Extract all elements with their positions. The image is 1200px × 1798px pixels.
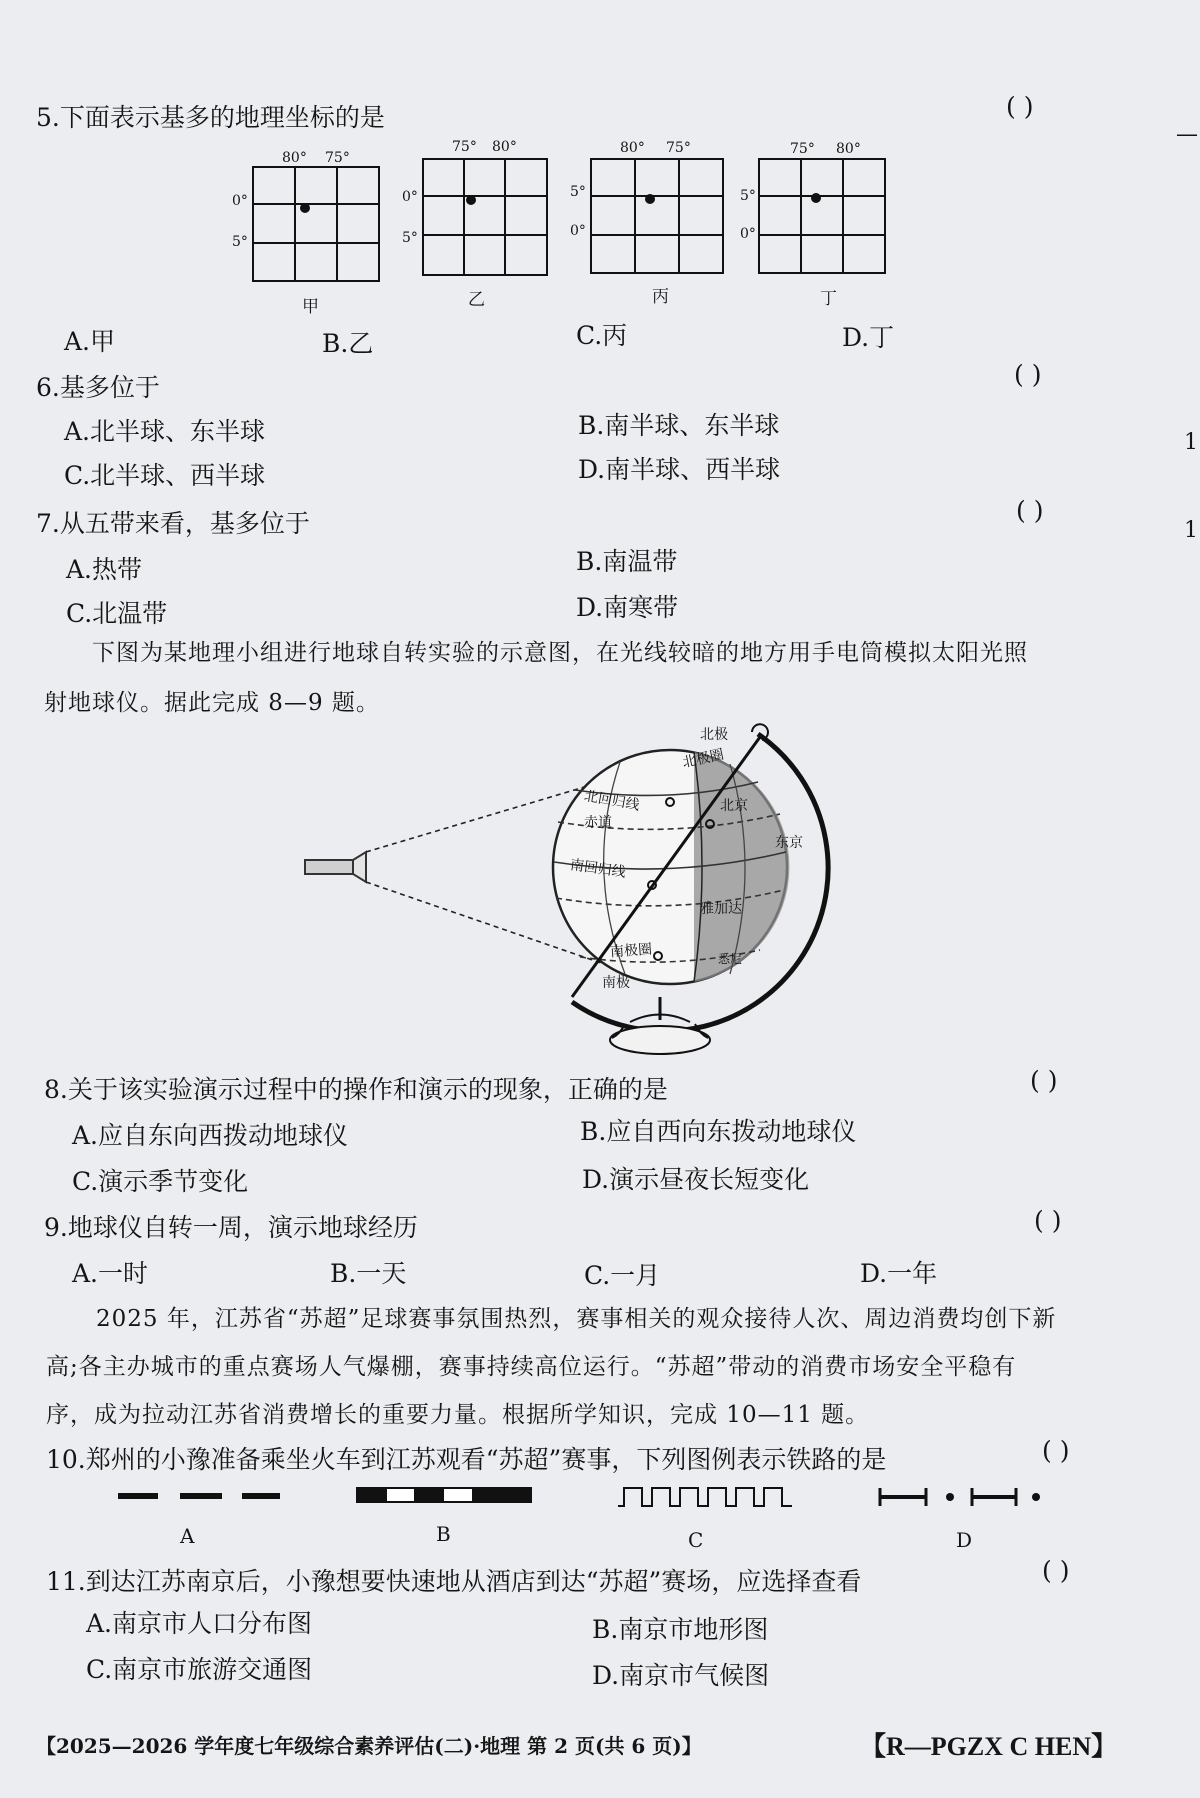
coordinate-grid — [252, 166, 380, 282]
grid-top-label: 75° — [790, 141, 815, 157]
option-a[interactable]: A — [180, 1524, 195, 1548]
option-b[interactable]: B.一天 — [330, 1259, 407, 1288]
label-tropic-cancer: 北回归线 — [582, 788, 641, 814]
legend-wall-symbol[interactable] — [618, 1484, 794, 1510]
option-b[interactable]: B.应自西向东拨动地球仪 — [580, 1117, 857, 1146]
grid-top-label: 75° — [452, 139, 477, 155]
answer-bracket[interactable]: ( ) — [1042, 1556, 1070, 1585]
grid-top-label: 80° — [282, 150, 307, 166]
coordinate-grid — [422, 158, 548, 276]
label-jakarta: 雅加达 — [700, 901, 742, 917]
grid-name: 丙 — [652, 287, 669, 307]
option-a[interactable]: A.热带 — [66, 555, 143, 584]
label-beijing: 北京 — [720, 798, 748, 814]
legend-railway-symbol[interactable] — [356, 1484, 534, 1506]
grid-left-label: 5° — [740, 188, 756, 204]
question-8-stem: 8.关于该实验演示过程中的操作和演示的现象，正确的是 — [44, 1075, 668, 1104]
answer-bracket[interactable]: ( ) — [1016, 496, 1044, 525]
grid-left-label: 0° — [740, 226, 756, 242]
margin-mark: 1 — [1184, 430, 1198, 455]
grid-top-label: 75° — [325, 150, 350, 166]
option-d[interactable]: D.丁 — [842, 323, 895, 352]
option-d[interactable]: D.一年 — [860, 1259, 938, 1288]
question-11-stem: 11.到达江苏南京后，小豫想要快速地从酒店到达“苏超”赛场，应选择查看 — [46, 1567, 862, 1596]
coordinate-grid — [758, 158, 886, 274]
passage-line: 下图为某地理小组进行地球自转实验的示意图，在光线较暗的地方用手电筒模拟太阳光照 — [92, 640, 1028, 666]
passage-line: 高;各主办城市的重点赛场人气爆棚，赛事持续高位运行。“苏超”带动的消费市场安全平稳有 — [46, 1354, 1017, 1380]
option-c[interactable]: C.南京市旅游交通图 — [86, 1655, 313, 1684]
option-b[interactable]: B.南京市地形图 — [592, 1615, 769, 1644]
flashlight-icon — [305, 852, 366, 882]
option-b[interactable]: B.南温带 — [576, 547, 678, 576]
answer-bracket[interactable]: ( ) — [1014, 360, 1042, 389]
grid-top-label: 80° — [836, 141, 861, 157]
option-a[interactable]: A.甲 — [64, 327, 116, 356]
label-equator: 赤道 — [584, 815, 612, 831]
question-9-stem: 9.地球仪自转一周，演示地球经历 — [44, 1213, 418, 1242]
location-dot — [300, 203, 310, 213]
grid-name: 乙 — [468, 290, 485, 310]
grid-left-label: 5° — [570, 184, 586, 200]
location-dot — [811, 193, 821, 203]
passage-line: 序，成为拉动江苏省消费增长的重要力量。根据所学知识，完成 10—11 题。 — [46, 1402, 870, 1428]
option-c[interactable]: C.北半球、西半球 — [64, 461, 266, 490]
question-5-stem: 5.下面表示基多的地理坐标的是 — [36, 103, 385, 132]
option-c[interactable]: C — [688, 1528, 704, 1552]
grid-left-label: 5° — [232, 234, 248, 250]
option-d[interactable]: D.南寒带 — [576, 593, 679, 622]
grid-left-label: 5° — [402, 230, 418, 246]
answer-bracket[interactable]: ( ) — [1042, 1436, 1070, 1465]
question-10-stem: 10.郑州的小豫准备乘坐火车到江苏观看“苏超”赛事，下列图例表示铁路的是 — [46, 1445, 887, 1474]
grid-left-label: 0° — [570, 223, 586, 239]
option-d[interactable]: D.南半球、西半球 — [578, 455, 781, 484]
label-antarctic-circle: 南极圈 — [609, 941, 653, 961]
option-d[interactable]: D — [956, 1528, 973, 1552]
grid-name: 甲 — [302, 297, 319, 317]
footer-info: 【2025—2026 学年度七年级综合素养评估(二)·地理 第 2 页(共 6 页)】 — [36, 1734, 702, 1758]
answer-bracket[interactable]: ( ) — [1034, 1206, 1062, 1235]
passage-line: 射地球仪。据此完成 8—9 题。 — [44, 690, 380, 716]
option-b[interactable]: B.南半球、东半球 — [578, 411, 780, 440]
option-d[interactable]: D.演示昼夜长短变化 — [582, 1165, 810, 1194]
label-tropic-capricorn: 南回归线 — [569, 857, 627, 881]
location-dot — [645, 194, 655, 204]
question-6-stem: 6.基多位于 — [36, 373, 160, 402]
label-south-pole: 南极 — [602, 975, 630, 991]
footer-code: 【R—PGZX C HEN】 — [860, 1732, 1118, 1761]
grid-name: 丁 — [820, 289, 837, 309]
option-b[interactable]: B — [436, 1522, 451, 1546]
option-c[interactable]: C.演示季节变化 — [72, 1167, 249, 1196]
margin-mark: 1 — [1184, 518, 1198, 543]
grid-top-label: 75° — [666, 140, 691, 156]
label-arctic-circle: 北极圈 — [681, 746, 726, 772]
answer-bracket[interactable]: ( ) — [1006, 92, 1034, 121]
label-sydney: 悉尼 — [718, 952, 743, 966]
option-a[interactable]: A.一时 — [72, 1259, 149, 1288]
question-7-stem: 7.从五带来看，基多位于 — [36, 509, 310, 538]
answer-bracket[interactable]: ( ) — [1030, 1066, 1058, 1095]
grid-left-label: 0° — [402, 189, 418, 205]
option-a[interactable]: A.北半球、东半球 — [64, 417, 266, 446]
margin-mark: — — [1176, 122, 1198, 147]
grid-left-label: 0° — [232, 193, 248, 209]
option-a[interactable]: A.南京市人口分布图 — [86, 1609, 313, 1638]
option-c[interactable]: C.丙 — [576, 321, 628, 350]
grid-top-label: 80° — [492, 139, 517, 155]
option-b[interactable]: B.乙 — [322, 329, 374, 358]
option-d[interactable]: D.南京市气候图 — [592, 1661, 770, 1690]
location-dot — [466, 195, 476, 205]
coordinate-grid — [590, 158, 724, 274]
legend-boundary-symbol[interactable] — [878, 1486, 1044, 1508]
label-tokyo: 东京 — [775, 835, 803, 851]
globe-experiment-figure — [290, 712, 850, 1062]
label-north-pole: 北极 — [700, 727, 728, 743]
option-c[interactable]: C.北温带 — [66, 599, 168, 628]
grid-top-label: 80° — [620, 140, 645, 156]
passage-line: 2025 年，江苏省“苏超”足球赛事氛围热烈，赛事相关的观众接待人次、周边消费均创下新 — [96, 1306, 1057, 1332]
legend-dashed-line-symbol[interactable] — [118, 1486, 288, 1506]
option-c[interactable]: C.一月 — [584, 1261, 661, 1290]
option-a[interactable]: A.应自东向西拨动地球仪 — [72, 1121, 349, 1150]
